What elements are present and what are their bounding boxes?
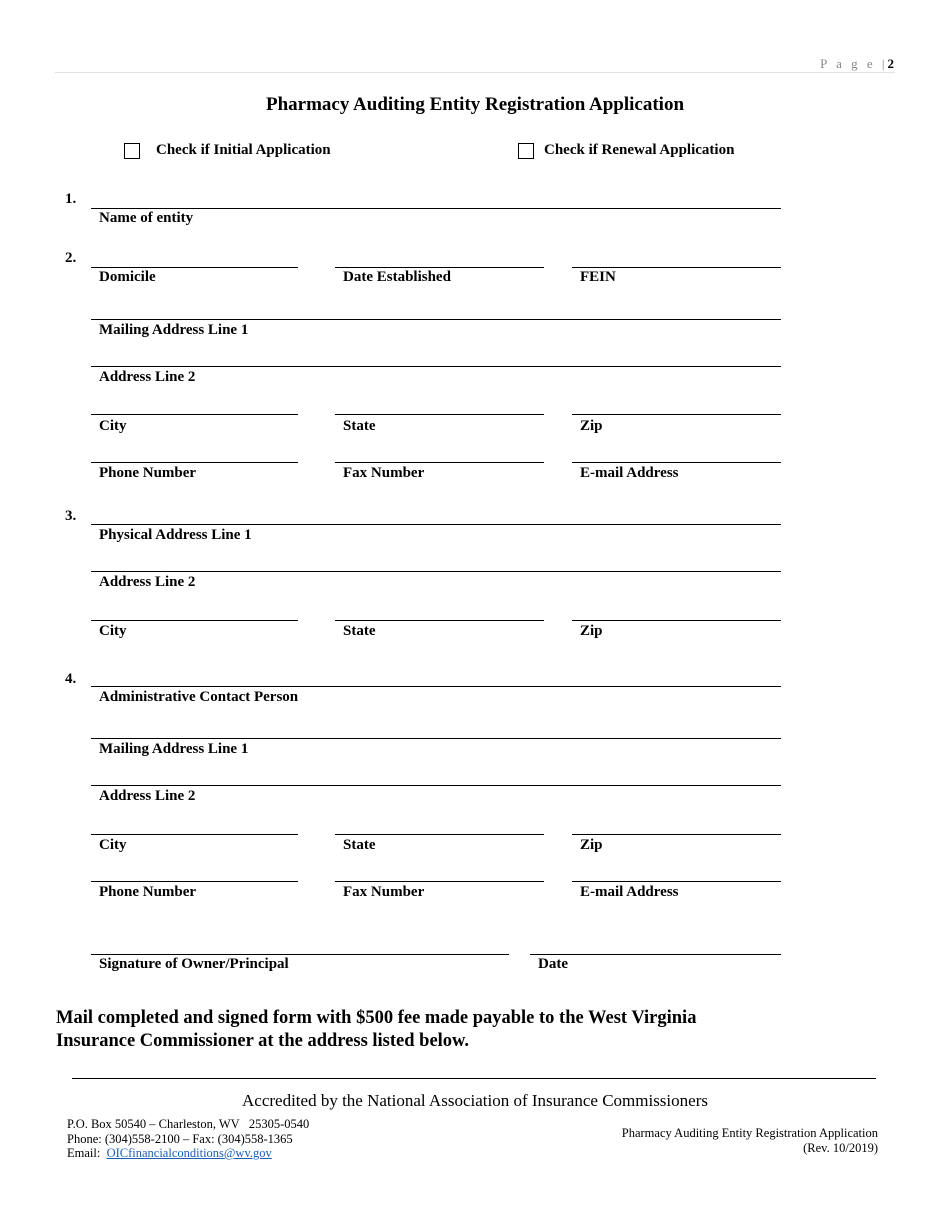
entity-fax-label: Fax Number	[343, 465, 425, 481]
email-label: Email:	[67, 1146, 101, 1160]
signature-input[interactable]	[99, 932, 507, 954]
entity-phone-label: Phone Number	[99, 465, 197, 481]
contact-email-input[interactable]	[580, 860, 778, 882]
fein-line	[572, 267, 781, 268]
mailing-address-1-line	[91, 319, 781, 320]
contact-person-line	[91, 686, 781, 687]
mailing-notice-line-1: Mail completed and signed form with $500 fee made payable to the West Virginia	[56, 1008, 697, 1028]
physical-address-2-input[interactable]	[99, 550, 779, 572]
physical-city-label: City	[99, 623, 127, 639]
signature-label: Signature of Owner/Principal	[99, 956, 289, 972]
physical-zip-line	[572, 620, 781, 621]
contact-mailing-2-line	[91, 785, 781, 786]
renewal-application-option[interactable]	[518, 142, 734, 159]
header-rule	[55, 72, 895, 73]
fein-input[interactable]	[580, 246, 778, 268]
contact-mailing-2-input[interactable]	[99, 764, 779, 786]
mailing-address-2-input[interactable]	[99, 345, 779, 367]
section-2-number: 2.	[65, 250, 77, 266]
entity-name-input[interactable]	[99, 186, 779, 208]
physical-city-input[interactable]	[99, 599, 295, 621]
date-established-label: Date Established	[343, 269, 451, 285]
form-identifier	[622, 1126, 878, 1155]
form-title: Pharmacy Auditing Entity Registration Application	[265, 94, 685, 115]
mailing-notice	[56, 1007, 756, 1053]
mailing-address-1-input[interactable]	[99, 298, 779, 320]
physical-address-1-label: Physical Address Line 1	[99, 527, 252, 543]
mailing-zip-input[interactable]	[580, 393, 778, 415]
page-number-value: 2	[887, 56, 894, 71]
entity-phone-line	[91, 462, 298, 463]
mailing-state-label: State	[343, 418, 376, 434]
domicile-label: Domicile	[99, 269, 156, 285]
contact-phone-line	[91, 881, 298, 882]
entity-name-line	[91, 208, 781, 209]
domicile-input[interactable]	[99, 246, 295, 268]
signature-date-input[interactable]	[538, 932, 778, 954]
section-4-number: 4.	[65, 671, 77, 687]
entity-email-input[interactable]	[580, 441, 778, 463]
mailing-city-input[interactable]	[99, 393, 295, 415]
physical-address-1-input[interactable]	[99, 503, 779, 525]
physical-address-2-label: Address Line 2	[99, 574, 196, 590]
entity-email-line	[572, 462, 781, 463]
mailing-address-2-line	[91, 366, 781, 367]
contact-email-label: E-mail Address	[580, 884, 679, 900]
mailing-city-label: City	[99, 418, 127, 434]
contact-city-input[interactable]	[99, 813, 295, 835]
contact-person-label: Administrative Contact Person	[99, 689, 299, 705]
date-established-line	[335, 267, 544, 268]
physical-state-line	[335, 620, 544, 621]
po-box-address: P.O. Box 50540 – Charleston, WV 25305-0540	[67, 1117, 310, 1131]
physical-zip-input[interactable]	[580, 599, 778, 621]
mailing-city-line	[91, 414, 298, 415]
mailing-zip-label: Zip	[580, 418, 603, 434]
contact-mailing-1-input[interactable]	[99, 717, 779, 739]
contact-address-block	[67, 1117, 309, 1161]
entity-fax-input[interactable]	[343, 441, 541, 463]
signature-line	[91, 954, 509, 955]
mailing-state-line	[335, 414, 544, 415]
email-line	[67, 1146, 309, 1161]
contact-person-input[interactable]	[99, 665, 779, 687]
contact-zip-line	[572, 834, 781, 835]
renewal-application-checkbox[interactable]	[518, 143, 534, 159]
domicile-line	[91, 267, 298, 268]
initial-application-label: Check if Initial Application	[156, 142, 331, 158]
mailing-notice-line-2: Insurance Commissioner at the address listed below.	[56, 1031, 470, 1051]
page-number	[820, 56, 894, 72]
mailing-state-input[interactable]	[343, 393, 541, 415]
entity-fax-line	[335, 462, 544, 463]
contact-phone-label: Phone Number	[99, 884, 197, 900]
initial-application-checkbox[interactable]	[124, 143, 140, 159]
contact-city-label: City	[99, 837, 127, 853]
contact-zip-input[interactable]	[580, 813, 778, 835]
contact-fax-line	[335, 881, 544, 882]
entity-phone-input[interactable]	[99, 441, 295, 463]
contact-email-line	[572, 881, 781, 882]
signature-date-line	[530, 954, 781, 955]
footer-rule	[72, 1078, 876, 1079]
physical-state-label: State	[343, 623, 376, 639]
date-established-input[interactable]	[343, 246, 541, 268]
mailing-address-2-label: Address Line 2	[99, 369, 196, 385]
contact-phone-input[interactable]	[99, 860, 295, 882]
contact-state-line	[335, 834, 544, 835]
physical-address-2-line	[91, 571, 781, 572]
mailing-address-1-label: Mailing Address Line 1	[99, 322, 249, 338]
contact-state-label: State	[343, 837, 376, 853]
contact-state-input[interactable]	[343, 813, 541, 835]
page-label: P a g e |	[820, 56, 888, 71]
accreditation-text: Accredited by the National Association of Insurance Commissioners	[242, 1091, 708, 1110]
form-revision: (Rev. 10/2019)	[803, 1140, 878, 1155]
physical-state-input[interactable]	[343, 599, 541, 621]
form-name: Pharmacy Auditing Entity Registration Application	[621, 1126, 878, 1140]
entity-email-label: E-mail Address	[580, 465, 679, 481]
contact-fax-label: Fax Number	[343, 884, 425, 900]
contact-mailing-1-label: Mailing Address Line 1	[99, 741, 249, 757]
section-3-number: 3.	[65, 508, 77, 524]
renewal-application-label: Check if Renewal Application	[544, 142, 735, 158]
section-1-number: 1.	[65, 191, 77, 207]
contact-fax-input[interactable]	[343, 860, 541, 882]
entity-name-label: Name of entity	[99, 210, 194, 226]
signature-date-label: Date	[538, 956, 568, 972]
physical-city-line	[91, 620, 298, 621]
contact-city-line	[91, 834, 298, 835]
physical-address-1-line	[91, 524, 781, 525]
mailing-zip-line	[572, 414, 781, 415]
initial-application-option[interactable]	[124, 142, 331, 159]
physical-zip-label: Zip	[580, 623, 603, 639]
contact-mailing-1-line	[91, 738, 781, 739]
phone-fax-text: Phone: (304)558-2100 – Fax: (304)558-1365	[67, 1131, 293, 1146]
contact-zip-label: Zip	[580, 837, 603, 853]
contact-mailing-2-label: Address Line 2	[99, 788, 196, 804]
fein-label: FEIN	[580, 269, 616, 285]
email-link[interactable]: OICfinancialconditions@wv.gov	[106, 1146, 272, 1160]
